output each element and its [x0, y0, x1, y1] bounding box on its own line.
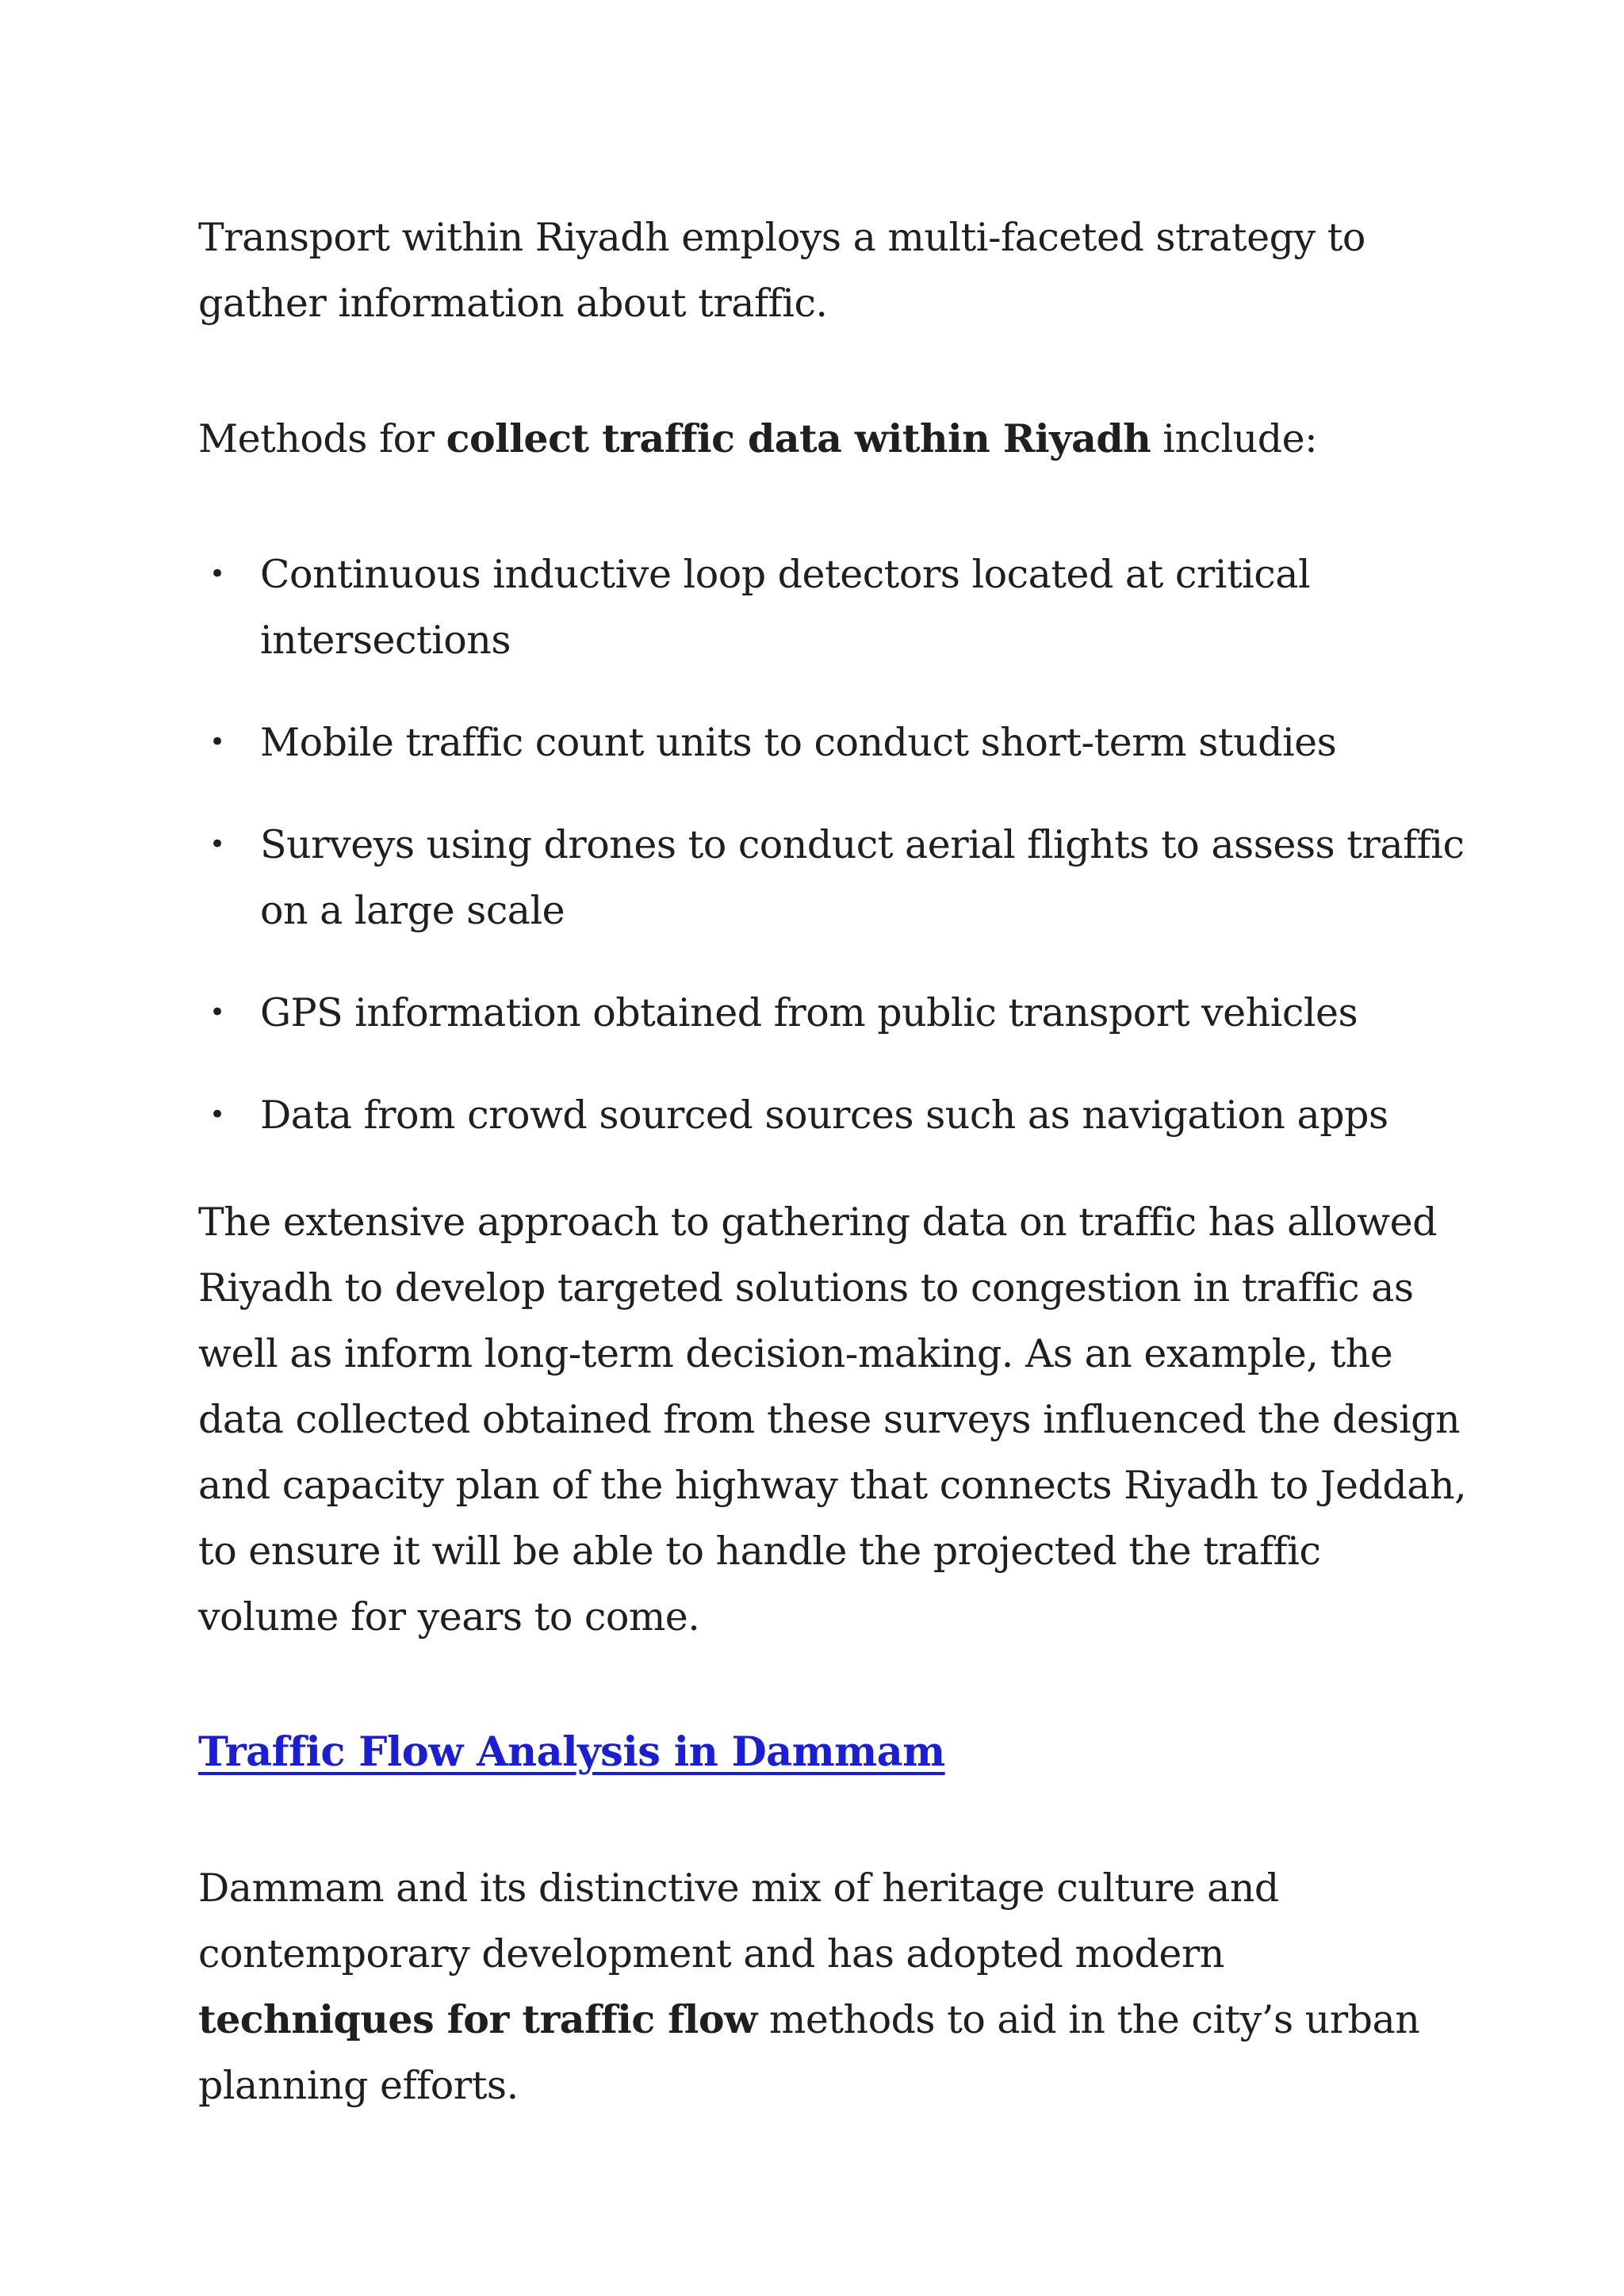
section-heading-link[interactable]: Traffic Flow Analysis in Dammam — [198, 1728, 945, 1776]
document-page — [198, 205, 1467, 2118]
bullet-icon: • — [209, 828, 225, 860]
list-item — [198, 710, 1467, 775]
approach-paragraph: The extensive approach to gathering data on traffic has allowed Riyadh to develop targeted solutions to congestion in traffic as well as inform long-term decision-making. As an example, the data collected obtained from these surveys influenced the design and capacity plan of the highway that connects Riyadh to Jeddah, to ensure it will be able to handle the projected the traffic volume for years to come. — [198, 1200, 1467, 1640]
dammam-suffix: methods to aid in the city’s urban planning efforts. — [198, 1997, 1420, 2108]
methods-list — [198, 541, 1467, 1148]
list-item-text: Continuous inductive loop detectors located at critical intersections — [260, 552, 1311, 663]
dammam-prefix: Dammam and its distinctive mix of heritage culture and contemporary development and has adopted modern — [198, 1866, 1279, 1976]
bullet-icon: • — [209, 997, 225, 1028]
bullet-icon: • — [209, 726, 225, 758]
dammam-paragraph — [198, 1855, 1467, 2118]
list-item — [198, 812, 1467, 943]
section-heading — [198, 1720, 1467, 1785]
bullet-icon: • — [209, 558, 225, 590]
methods-bold-phrase: collect traffic data within Riyadh — [446, 415, 1151, 461]
list-item — [198, 980, 1467, 1046]
intro-paragraph: Transport within Riyadh employs a multi-faceted strategy to gather information about traffic. — [198, 215, 1365, 326]
dammam-bold-phrase: techniques for traffic flow — [198, 1996, 757, 2042]
list-item-text: GPS information obtained from public transport vehicles — [260, 990, 1358, 1035]
list-item-text: Data from crowd sourced sources such as navigation apps — [260, 1093, 1388, 1138]
list-item — [198, 541, 1467, 673]
list-item — [198, 1082, 1467, 1148]
bullet-icon: • — [209, 1099, 225, 1131]
list-item-text: Surveys using drones to conduct aerial flights to assess traffic on a large scale — [260, 822, 1465, 933]
methods-sentence — [198, 406, 1467, 472]
methods-suffix: include: — [1151, 416, 1318, 461]
list-item-text: Mobile traffic count units to conduct short-term studies — [260, 720, 1337, 765]
methods-prefix: Methods for — [198, 416, 446, 461]
